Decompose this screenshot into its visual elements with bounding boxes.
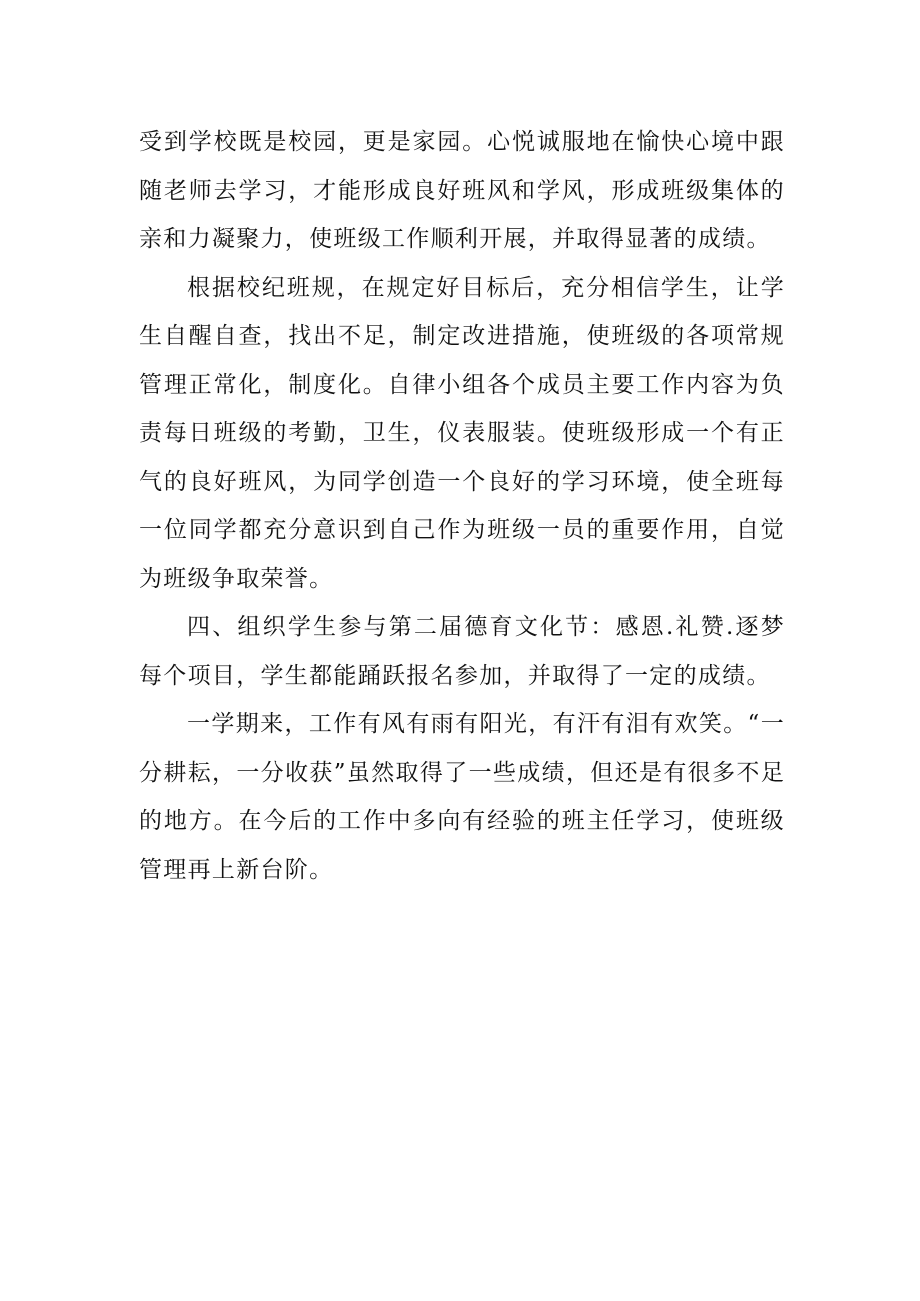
paragraph-conclusion: 一学期来，工作有风有雨有阳光，有汗有泪有欢笑。“一分耕耘，一分收获”虽然取得了一些成绩，但还是有很多不足的地方。在今后的工作中多向有经验的班主任学习，使班级管理再上新台阶。 (139, 711, 785, 883)
paragraph-continuation: 受到学校既是校园，更是家园。心悦诚服地在愉快心境中跟随老师去学习，才能形成良好班风和学风，形成班级集体的亲和力凝聚力，使班级工作顺利开展，并取得显著的成绩。 (139, 129, 785, 252)
document-body (139, 118, 785, 894)
paragraph-culture-festival: 四、组织学生参与第二届德育文化节：感恩.礼赞.逐梦每个项目，学生都能踊跃报名参加，并取得了一定的成绩。 (139, 614, 785, 689)
paragraph-class-rules: 根据校纪班规，在规定好目标后，充分相信学生，让学生自醒自查，找出不足，制定改进措施，使班级的各项常规管理正常化，制度化。自律小组各个成员主要工作内容为负责每日班级的考勤，卫生，仪表服装。使班级形成一个有正气的良好班风，为同学创造一个良好的学习环境，使全班每一位同学都充分意识到自己作为班级一员的重要作用，自觉为班级争取荣誉。 (139, 274, 785, 592)
